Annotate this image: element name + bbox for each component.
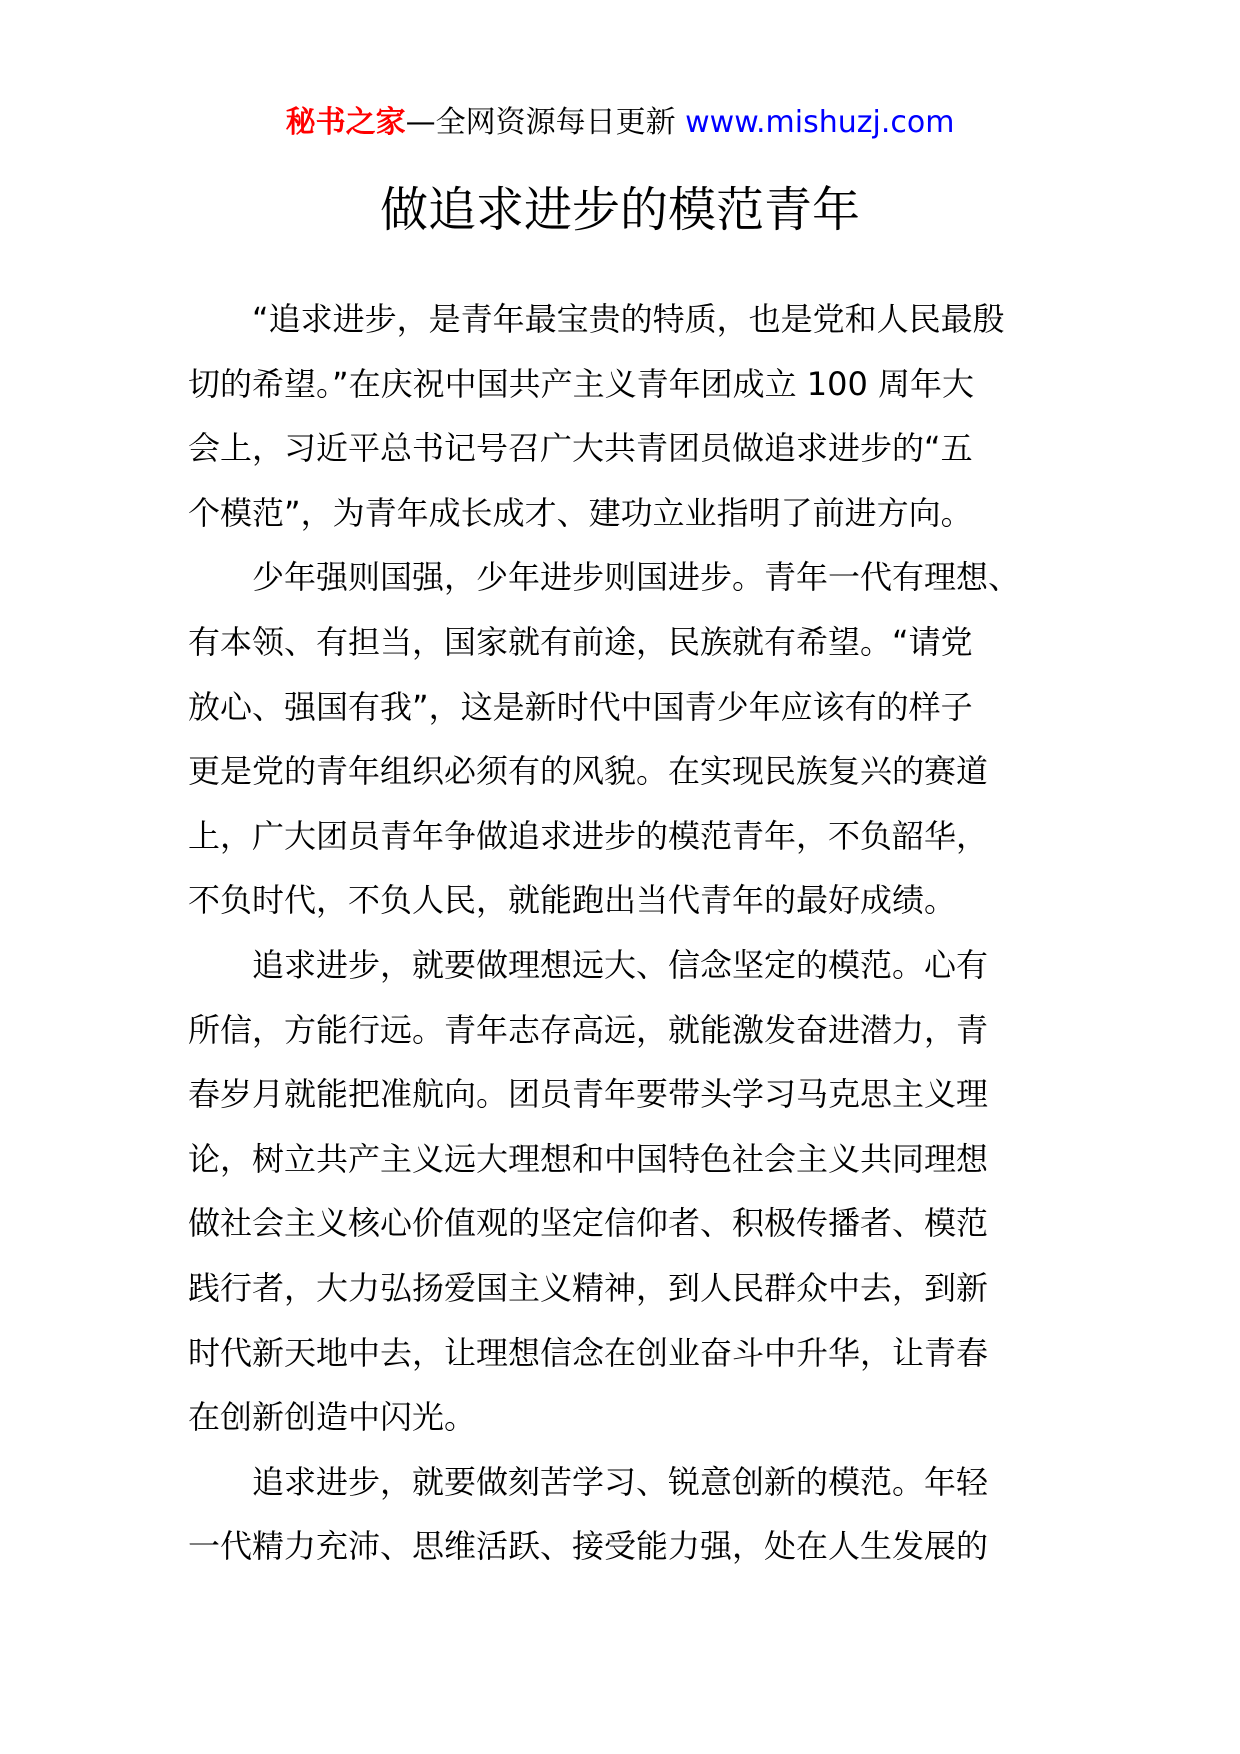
paragraph-line: 更是党的青年组织必须有的风貌。在实现民族复兴的赛道 [188,752,989,791]
paragraph-line: 践行者，大力弘扬爱国主义精神，到人民群众中去，到新 [188,1268,989,1307]
paragraph-line: 在创新创造中闪光。 [188,1398,477,1437]
paragraph-line: 追求进步，就要做刻苦学习、锐意创新的模范。年轻 [252,1462,989,1501]
header-tagline: —全网资源每日更新 [405,105,686,140]
paragraph-line: 放心、强国有我”，这是新时代中国青少年应该有的样子 [188,687,973,726]
paragraph-line: 所信，方能行远。青年志存高远，就能激发奋进潜力，青 [188,1010,989,1049]
paragraph-4 [188,1450,1068,1579]
paragraph-line: 论，树立共产主义远大理想和中国特色社会主义共同理想 [188,1139,989,1178]
paragraph-line: 上，广大团员青年争做追求进步的模范青年，不负韶华， [188,816,989,855]
site-header [0,103,1240,143]
site-url-link[interactable]: www.mishuzj.com [685,105,955,140]
document-body [188,287,1068,1579]
paragraph-2 [188,545,1068,933]
paragraph-line: 做社会主义核心价值观的坚定信仰者、积极传播者、模范 [188,1204,989,1243]
paragraph-line: 春岁月就能把准航向。团员青年要带头学习马克思主义理 [188,1075,989,1114]
paragraph-line: 有本领、有担当，国家就有前途，民族就有希望。“请党 [188,622,973,661]
paragraph-line: 少年强则国强，少年进步则国进步。青年一代有理想、 [252,558,1021,597]
paragraph-line: 会上，习近平总书记号召广大共青团员做追求进步的“五 [188,429,973,468]
paragraph-3 [188,933,1068,1450]
paragraph-line: 一代精力充沛、思维活跃、接受能力强，处在人生发展的 [188,1527,989,1566]
paragraph-line: 不负时代，不负人民，就能跑出当代青年的最好成绩。 [188,881,957,920]
document-title: 做追求进步的模范青年 [379,182,860,238]
paragraph-1 [188,287,1068,545]
paragraph-line: 切的希望。”在庆祝中国共产主义青年团成立 100 周年大 [188,364,975,403]
paragraph-line: 追求进步，就要做理想远大、信念坚定的模范。心有 [252,945,989,984]
paragraph-line: 时代新天地中去，让理想信念在创业奋斗中升华，让青春 [188,1333,989,1372]
paragraph-line: “追求进步，是青年最宝贵的特质，也是党和人民最殷 [252,300,1005,338]
paragraph-line: 个模范”，为青年成长成才、建功立业指明了前进方向。 [188,493,973,532]
brand-name: 秘书之家 [285,105,406,140]
